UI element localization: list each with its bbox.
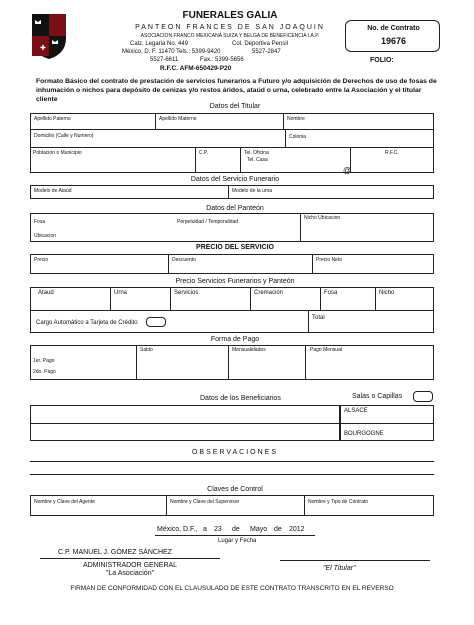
salas-label: Salas o Capillas [352, 393, 403, 400]
label-nombre: Nombre [287, 116, 305, 122]
sala-alsace: ALSACE [344, 408, 368, 414]
label-precio: Precio [34, 257, 49, 263]
salas-checkbox[interactable] [413, 391, 433, 402]
label-descuento: Descuento [172, 257, 196, 263]
col-ataud: Ataud [38, 290, 54, 296]
titular-label: "El Titular" [323, 565, 356, 572]
label-poblacion: Población o Municipio [33, 150, 82, 156]
label-saldo: Saldo [140, 347, 153, 353]
col-fosa: Fosa [324, 290, 338, 296]
label-tel-oficina: Tel. Oficina [244, 150, 269, 156]
company-name: FUNERALES GALIA [182, 10, 278, 21]
col-urna: Urna [114, 290, 128, 296]
date-de1: de [232, 526, 240, 533]
folio-label: FOLIO: [370, 57, 394, 64]
titular-box [30, 113, 434, 173]
label-nicho: Nicho Ubicacion [304, 215, 341, 221]
label-supervisor: Nombre y Clave del Supervisor [170, 499, 240, 505]
claves-title: Claves de Control [207, 486, 263, 493]
tel3: 5527-6611 [150, 57, 179, 63]
beneficiarios-title: Datos de los Beneficiarios [200, 395, 281, 402]
label-pago-mensual: Pago Mensual [310, 347, 342, 353]
date-de2: de [274, 526, 282, 533]
signer-role: ADMINISTRADOR GENERAL [82, 562, 178, 569]
email-at: @ [343, 166, 352, 175]
titular-title: Datos del Titular [209, 103, 261, 110]
label-ataud: Modelo de Ataúd [34, 188, 72, 194]
address: Calz. Legaria No. 449 [130, 41, 189, 47]
cargo-checkbox[interactable] [146, 317, 166, 327]
fax: Fax.: 5399-5656 [200, 57, 244, 63]
label-ubicacion: Ubicacion [34, 233, 56, 239]
label-mensualidades: Mensualidades [232, 347, 266, 353]
association-name: ASOCIACION FRANCO MEXICANA SUIZA Y BELGA DE BENEFICENCIA I.A.P. [140, 33, 320, 39]
label-perpetuidad: Perpetuidad / Temporalidad [177, 219, 239, 225]
label-tel-casa: Tel. Casa [247, 157, 268, 163]
tel2: 5527-2847 [252, 49, 281, 55]
date-year: 2012 [289, 526, 305, 533]
colonia: Col. Deportiva Pensil [232, 41, 289, 47]
contract-number: 19676 [380, 36, 407, 46]
precio-title: PRECIO DEL SERVICIO [196, 244, 274, 251]
servicio-title: Datos del Servicio Funerario [190, 176, 280, 183]
svg-text:✚: ✚ [40, 44, 46, 52]
galia-logo [30, 12, 68, 60]
col-nicho: Nicho [379, 290, 395, 296]
sala-bourgogne: BOURGOGNE [344, 431, 384, 437]
date-month: Mayo [250, 526, 268, 533]
city-line: México, D. F. 11470 Tels.: 5399-9420 [122, 49, 221, 55]
label-neto: Precio Neto [316, 257, 343, 263]
rfc: R.F.C. AFM-650429-P20 [160, 65, 232, 72]
date-day: 23 [214, 526, 222, 533]
label-materno: Apellido Materno [159, 116, 197, 122]
label-primer-pago: 1er. Pago [33, 358, 55, 364]
label-colonia: Colonia [289, 134, 306, 140]
intro-text: Formato Básico del contrato de prestación de servicios funerarios a Futuro y/o adquisición de Derechos de uso de fosas de inhumación o nichos para depósito de cenizas y/o restos áridos, ataúd o urna, celebrado entre la Asociación y el titular cliente [36, 78, 437, 103]
col-servicios: Servicios [174, 290, 199, 296]
contract-label: No. de Contrato [367, 25, 420, 32]
panteon-title: Datos del Panteón [206, 205, 264, 212]
observaciones-title: OBSERVACIONES [191, 449, 279, 456]
contract-number-box [345, 20, 440, 52]
label-rfc: R.F.C. [385, 150, 399, 156]
label-domicilio: Domicilio (Calle y Numero) [34, 133, 94, 139]
label-agente: Nombre y Clave del Agente [34, 499, 95, 505]
label-fosa: Fosa [34, 219, 46, 225]
asociacion-label: "La Asociación" [105, 570, 155, 577]
signer-name: C.P. MANUEL J. GÓMEZ SÁNCHEZ [58, 549, 172, 556]
company-subtitle: PANTEON FRANCES DE SAN JOAQUIN [135, 24, 325, 31]
label-cp: C.P. [199, 150, 209, 156]
label-segundo-pago: 2do. Pago [33, 369, 56, 375]
col-cremacion: Cremación [254, 290, 284, 296]
precio-box [30, 254, 434, 274]
label-cargo-automatico: Cargo Automático a Tarjeta de Crédito [36, 320, 138, 326]
date-a: a [203, 526, 207, 533]
panteon-box [30, 213, 434, 242]
label-urna: Modelo de la urna [232, 188, 273, 194]
pago-title: Forma de Pago [210, 336, 260, 343]
label-paterno: Apellido Paterno [34, 116, 71, 122]
precios-servicios-title: Precio Servicios Funerarios y Panteón [175, 278, 295, 285]
place: México, D.F., [157, 526, 198, 533]
lugar-fecha-label: Lugar y Fecha [218, 538, 257, 544]
footer-text: FIRMAN DE CONFORMIDAD CON EL CLAUSULADO DE ESTE CONTRATO TRANSCRITO EN EL REVERSO [70, 585, 394, 592]
label-tipo-contrato: Nombre y Tipo de Contrato [308, 499, 369, 505]
label-total: Total [312, 315, 325, 321]
